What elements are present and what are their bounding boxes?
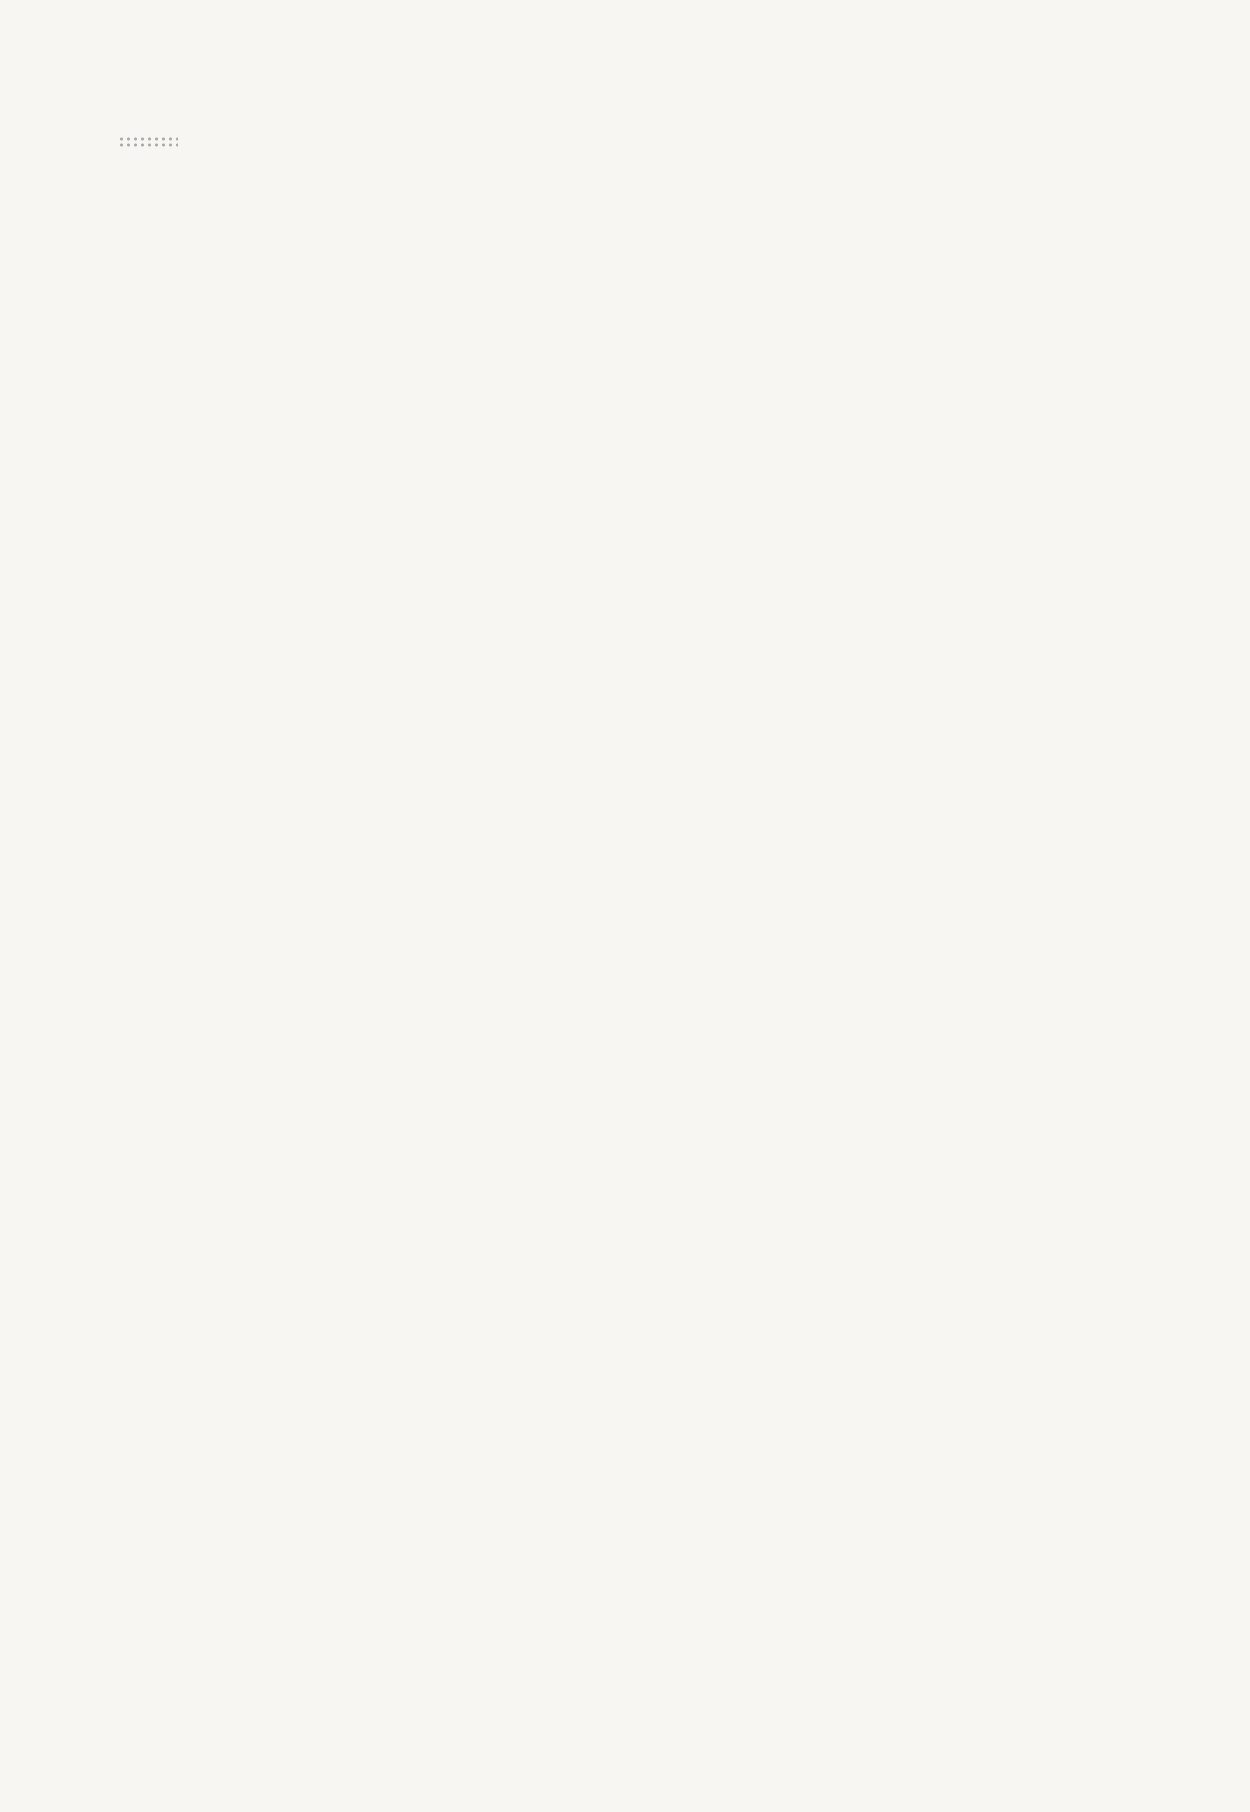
header-decoration	[118, 136, 178, 148]
page-header	[122, 108, 140, 139]
